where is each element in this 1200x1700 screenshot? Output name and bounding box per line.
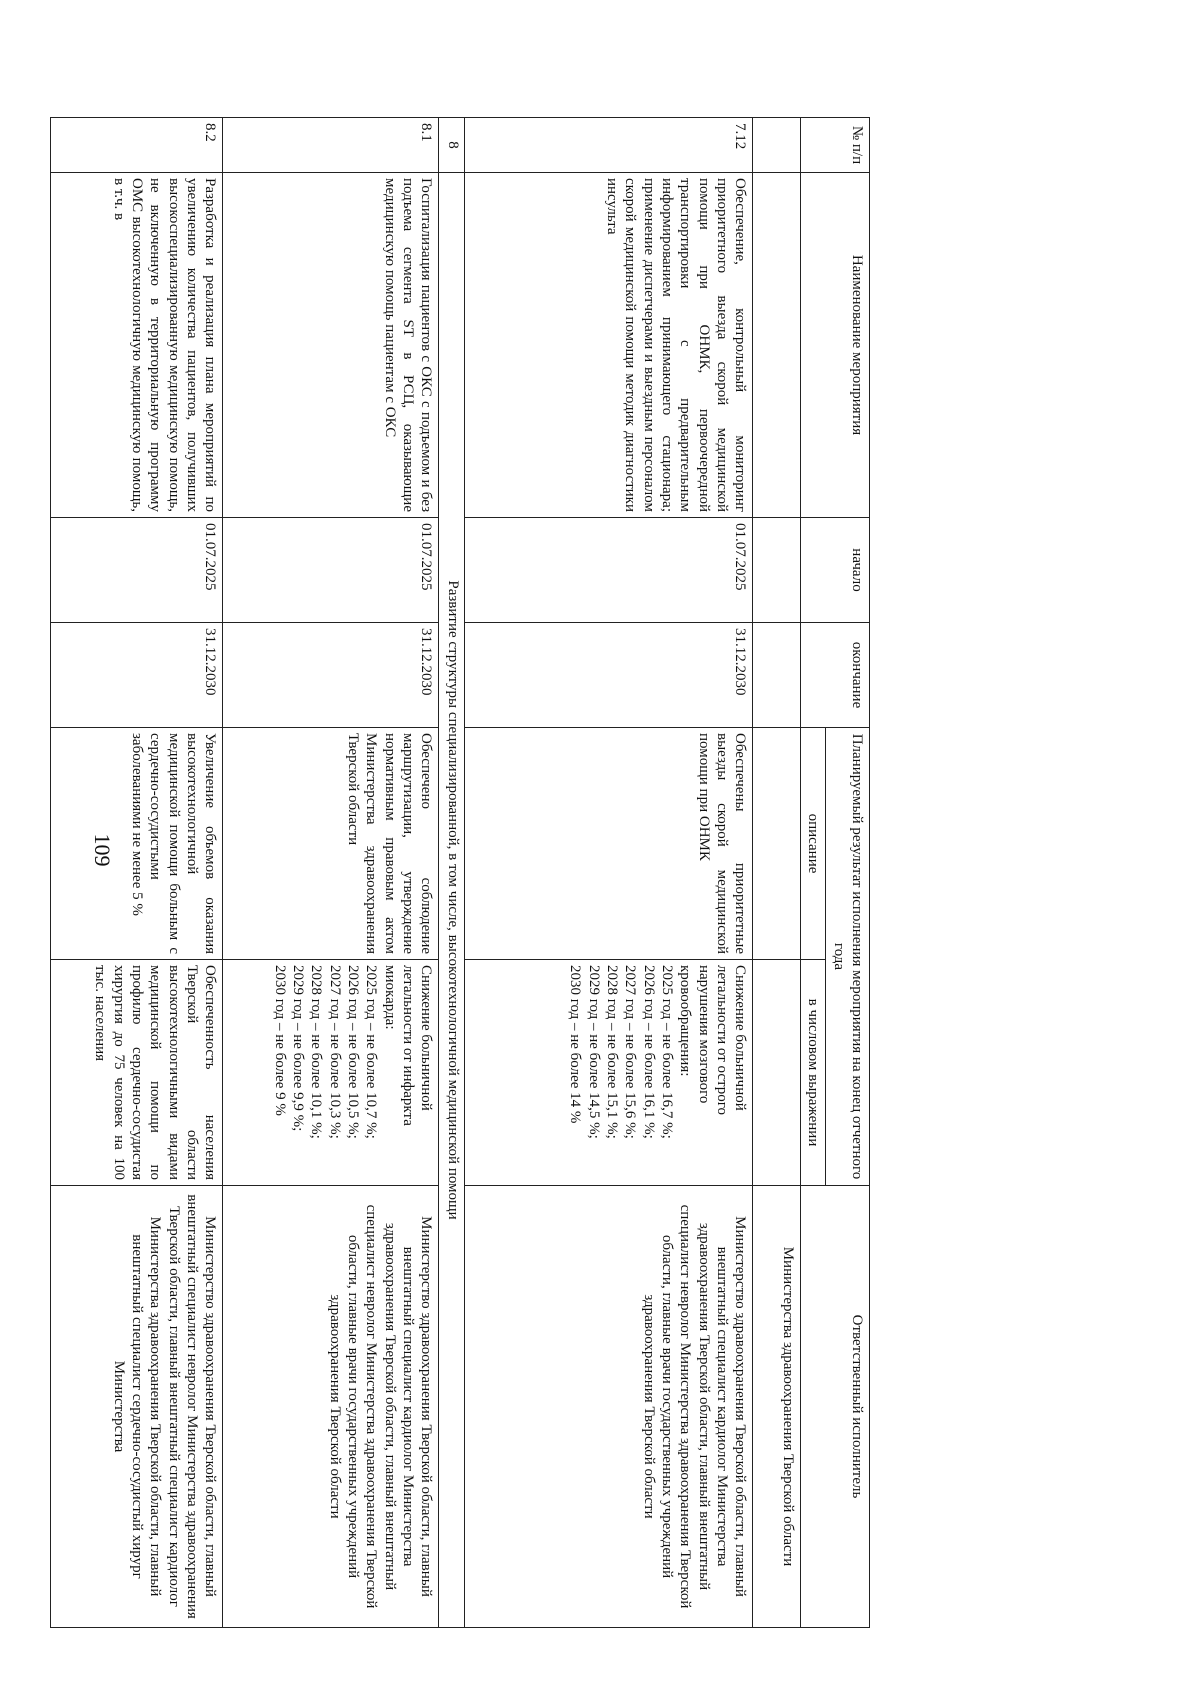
numeric-line: 2030 год – не более 9 % [271,965,288,1116]
cell-end [753,623,801,728]
table-row [51,118,223,1628]
header-start: начало [801,518,870,623]
cell-num [753,118,801,173]
header-row-1 [826,118,870,1628]
numeric-line: 2026 год – не более 10,5 %; [344,965,361,1139]
numeric-line: 2026 год – не более 16,1 %; [640,965,657,1139]
cell-start [753,518,801,623]
cell-name: Обеспечение, контрольный мониторинг приоритетного выезда скорой медицинской помощи при ОНМК, первоочередной транспортировки с предварительным информированием принимающего стационара; применение диспетчерами и выездным персоналом скорой медицинской помощи методик диагностики инсульта [465,173,753,518]
header-responsible: Ответственный исполнитель [801,1186,870,1628]
numeric-line: 2028 год – не более 10,1 %; [308,965,325,1139]
cell-numeric: Обеспеченность населения Тверской области высокотехнологичными видами медицинской помощи по профилю сердечно-сосудистая хирургия до 75 человек на 100 тыс. населения [51,960,223,1186]
cell-desc: Увеличение объемов оказания высокотехнологичной медицинской помощи больным с сердечно-сосудистыми заболеваниями не менее 5 % [51,728,223,960]
numeric-line: 2027 год – не более 10,3 %; [326,965,343,1139]
numeric-intro: Снижение больничной летальности от острого нарушения мозгового кровообращения: [677,965,749,1116]
header-end: окончание [801,623,870,728]
cell-end: 31.12.2030 [51,623,223,728]
header-name: Наименование мероприятия [801,173,870,518]
cell-start: 01.07.2025 [51,518,223,623]
cell-name: Госпитализация пациентов с ОКС с подъемом и без подъема сегмента ST в РСЦ, оказывающие медицинскую помощь пациентам с ОКС [223,173,439,518]
cell-end: 31.12.2030 [223,623,439,728]
numeric-line: 2029 год – не более 14,5 %; [585,965,602,1139]
numeric-line: 2030 год – не более 14 % [567,965,584,1124]
cell-desc [753,728,801,960]
cell-end: 31.12.2030 [465,623,753,728]
measures-table [50,117,870,1628]
table-row [223,118,439,1628]
numeric-line: 2025 год – не более 16,7 %; [658,965,675,1139]
numeric-line: 2027 год – не более 15,6 %; [622,965,639,1139]
cell-num: 7.12 [465,118,753,173]
cell-numeric [465,960,753,1186]
cell-num: 8.1 [223,118,439,173]
table-row [465,118,753,1628]
header-desc: описание [801,728,826,960]
table-row-continued [753,118,801,1628]
cell-responsible: Министерства здравоохранения Тверской области [753,1186,801,1628]
numeric-line: 2029 год – не более 9,9 %; [290,965,307,1132]
cell-numeric [753,960,801,1186]
numeric-line: 2025 год – не более 10,7 %; [363,965,380,1139]
cell-name [753,173,801,518]
page-number: 109 [90,833,115,867]
header-result: Планируемый результат исполнения мероприятия на конец отчетного года [826,728,870,1186]
cell-start: 01.07.2025 [465,518,753,623]
cell-name: Разработка и реализация плана мероприятий по увеличению количества пациентов, получивших высокоспециализированную медицинскую помощь, не включенную в территориальную программу ОМС высокотехнологичную медицинскую помощь, в т.ч. в [51,173,223,518]
numeric-intro: Снижение больничной летальности от инфаркта миокарда: [381,965,435,1126]
cell-responsible: Министерство здравоохранения Тверской области, главный внештатный специалист невролог Министерства здравоохранения Тверской области, главный внештатный специалист кардиолог Министерства здравоохранения Тверской области, главный внештатный специалист сердечно-сосудистый хирург Министерства [51,1186,223,1628]
cell-start: 01.07.2025 [223,518,439,623]
header-numeric: в числовом выражении [801,960,826,1186]
cell-num: 8 [439,118,465,173]
numeric-line: 2028 год – не более 15,1 %; [604,965,621,1139]
cell-desc: Обеспечено соблюдение маршрутизации, утверждение нормативным правовым актом Министерства здравоохранения Тверской области [223,728,439,960]
cell-numeric [223,960,439,1186]
header-num: № п/п [801,118,870,173]
section-title: Развитие структуры специализированной, в том числе, высокотехнологичной медицинской помощи [439,173,465,1628]
cell-num: 8.2 [51,118,223,173]
cell-responsible: Министерство здравоохранения Тверской области, главный внештатный специалист кардиолог Министерства здравоохранения Тверской области, главный внештатный специалист невролог Министерства здравоохранения Тверской области, главные врачи государственных учреждений здравоохранения Тверской области [465,1186,753,1628]
section-row [439,118,465,1628]
cell-desc: Обеспечены приоритетные выезды скорой медицинской помощи при ОНМК [465,728,753,960]
cell-responsible: Министерство здравоохранения Тверской области, главный внештатный специалист кардиолог Министерства здравоохранения Тверской области, главный внештатный специалист невролог Министерства здравоохранения Тверской области, главные врачи государственных учреждений здравоохранения Тверской области [223,1186,439,1628]
